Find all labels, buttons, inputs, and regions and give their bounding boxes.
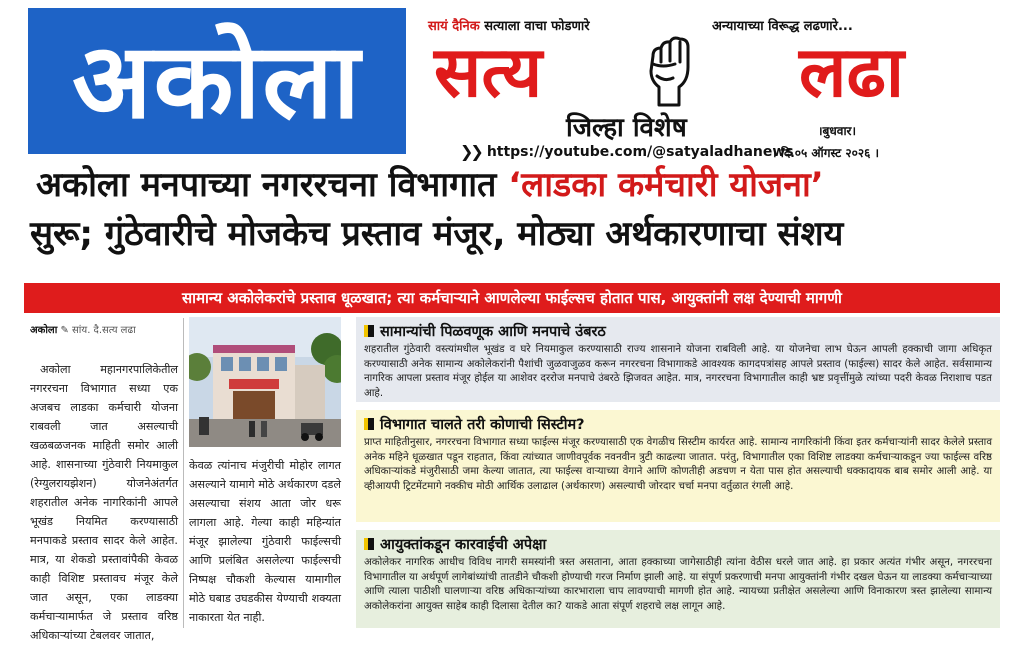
headline-prefix: अकोला मनपाच्या नगररचना विभागात	[36, 165, 509, 205]
subheadline-bar: सामान्य अकोलेकरांचे प्रस्ताव धूळखात; त्या कर्मचाऱ्याने आणलेल्या फाईल्सच होतात पास, आयुक्तांनी लक्ष देण्याची मागणी	[24, 283, 1000, 313]
title-right-word: लढा	[798, 31, 904, 113]
section-box-3	[356, 530, 1000, 628]
issue-date: । दि.०५ ऑगस्ट २०२६ ।	[772, 146, 880, 160]
masthead	[0, 0, 1024, 160]
article-mid-column	[189, 456, 341, 627]
tagline-mid: सत्याला वाचा फोडणारे	[484, 19, 590, 34]
youtube-url[interactable]: https://youtube.com/@satyaladhanews	[486, 143, 794, 160]
municipal-building-illustration	[189, 317, 341, 447]
section-heading-3	[364, 534, 992, 554]
news-photo	[189, 317, 341, 447]
bullet-marker-icon	[364, 418, 374, 430]
youtube-link[interactable]	[460, 142, 794, 161]
column-divider	[183, 318, 184, 628]
tagline-right: अन्यायाच्या विरूद्ध लढणारे...	[712, 19, 853, 34]
bullet-marker-icon	[364, 538, 374, 550]
headline	[0, 160, 1024, 258]
byline-place: अकोला	[30, 325, 58, 336]
section-title-3: आयुक्तांकडून कारवाईची अपेक्षा	[380, 537, 547, 553]
byline	[30, 322, 136, 336]
pen-icon: ✎	[60, 325, 69, 336]
byline-source: सांय. दै.सत्य लढा	[72, 325, 136, 336]
section-heading-1	[364, 321, 992, 341]
headline-line-2: सुरू; गुंठेवारीचे मोजकेच प्रस्ताव मंजूर, मोठ्या अर्थकारणाचा संशय	[30, 214, 844, 254]
newspaper-title	[434, 31, 904, 113]
section-title-2: विभागात चालते तरी कोणाची सिस्टीम?	[380, 417, 585, 433]
tagline-prefix: सायं दैनिक	[428, 19, 480, 34]
edition-label: जिल्हा विशेष	[566, 113, 687, 143]
title-left-word: सत्य	[434, 31, 543, 113]
headline-line-1	[0, 160, 1024, 210]
headline-quote: ‘लाडका कर्मचारी योजना’	[508, 165, 824, 205]
article-mid-text: केवळ त्यांनाच मंजुरीची मोहोर लागत असल्याने यामागे मोठे अर्थकारण दडले असल्याचा संशय आता जोर धरू लागला आहे. गेल्या काही महिन्यांत मंजूर झालेल्या गुंठेवारी फाईल्सची आणि प्रलंबित असलेल्या फाईल्सची निष्पक्ष चौकशी केल्यास यामागील मोठे घबाड उघडकीस येण्याची शक्यता नाकारता येत नाही.	[189, 459, 341, 624]
akola-logo-text: अकोला	[72, 20, 362, 142]
section-heading-2	[364, 414, 992, 434]
akola-logo-block	[28, 8, 406, 154]
article-left-text: अकोला महानगरपालिकेतील नगररचना विभागात सध्या एक अजबच लाडका कर्मचारी योजना राबवली जात असल्याची खळबळजनक माहिती समोर आली आहे. शासनाच्या गुंठेवारी नियमाकुल (रेग्युलरायझेशन) योजनेअंतर्गत शहरातील अनेक नागरिकांनी आपले भूखंड नियमित करण्यासाठी मनपाकडे प्रस्ताव सादर केले आहेत. मात्र, या शेकडो प्रस्तावांपैकी केवळ काही विशिष्ट प्रस्तावच मंजूर केले जात असून, एका लाडक्या कर्मचाऱ्यामार्फत जे प्रस्ताव वरिष्ठ अधिकाऱ्यांच्या टेबलवर जातात,	[30, 363, 178, 642]
raised-fist-icon	[639, 36, 703, 108]
article-left-column	[30, 360, 178, 645]
section-box-2	[356, 410, 1000, 522]
section-body-3: अकोलेकर नागरिक आधीच विविध नागरी समस्यांनी त्रस्त असताना, आता हक्काच्या जागेसाठीही त्यांना वेठीस धरले जात आहे. हा प्रकार अत्यंत गंभीर असून, नगररचना विभागातील या अर्थपूर्ण लागेबांध्यांची तातडीने चौकशी होण्याची गरज निर्माण झाली आहे. या संपूर्ण प्रकरणाची मनपा आयुक्तांनी गंभीर दखल घेऊन या लाडक्या कर्मचाऱ्याच्या आणि त्याला पाठीशी घालणाऱ्या वरिष्ठ अधिकाऱ्यांच्या कारभाराला चाप लावण्याची मागणी होत आहे. न्यायच्या प्रतीक्षेत असलेल्या आणि विनाकारण त्रस्त झालेल्या सामान्य अकोलेकरांना आयुक्त साहेब काही दिलासा देतील का? याकडे आता संपूर्ण शहराचे लक्ष लागून आहे.	[364, 557, 992, 612]
double-chevron-icon: ❯❯	[460, 142, 481, 161]
section-body-2: प्राप्त माहितीनुसार, नगररचना विभागात सध्या फाईल्स मंजूर करण्यासाठी एक वेगळीच सिस्टीम कार्यरत आहे. सामान्य नागरिकांनी किंवा इतर कर्मचाऱ्यांनी सादर केलेले प्रस्ताव अनेक महिने धूळखात पडून राहतात, किंवा त्यांच्यात जाणीवपूर्वक नवनवीन त्रुटी काढल्या जातात. परंतु, विभागातील एका विशिष्ट लाडक्या कर्मचाऱ्याकडून ज्या फाईल्स वरिष्ठ अधिकाऱ्यांकडे मंजुरीसाठी जमा केल्या जातात, त्या फाईल्स वाऱ्याच्या वेगाने आणि कोणतीही अडचण न येता पास होत असल्याची धक्कादायक बाब समोर आली आहे. या व्हीआयपी ट्रिटमेंटमागे नक्कीच मोठी आर्थिक उलाढाल (अर्थकारण) असल्याची जोरदार चर्चा मनपा वर्तुळात रंगली आहे.	[364, 437, 992, 492]
section-title-1: सामान्यांची पिळवणूक आणि मनपाचे उंबरठ	[380, 324, 606, 340]
section-body-1: शहरातील गुंठेवारी वस्त्यांमधील भूखंड व घरे नियमाकुल करण्यासाठी राज्य शासनाने योजना राबविली आहे. या योजनेचा लाभ घेऊन आपली हक्काची जागा अधिकृत करण्यासाठी अनेक सामान्य अकोलेकरांनी पैशांची जुळवाजुळव करून नगररचना विभागाकडे आवश्यक कागदपत्रांसह आपले प्रस्ताव (फाईल्स) सादर केले आहेत. सर्वसामान्य नागरिक आपला प्रस्ताव मंजूर होईल या आशेवर दररोज मनपाचे उंबरठे झिजवत आहेत. मात्र, नगररचना विभागातील काही भ्रष्ट प्रवृत्तींमुळे त्यांच्या पदरी केवळ निराशाच पडत आहे.	[364, 344, 992, 399]
bullet-marker-icon	[364, 325, 374, 337]
weekday-label: ।बुधवार।	[818, 124, 857, 138]
section-box-1	[356, 317, 1000, 402]
